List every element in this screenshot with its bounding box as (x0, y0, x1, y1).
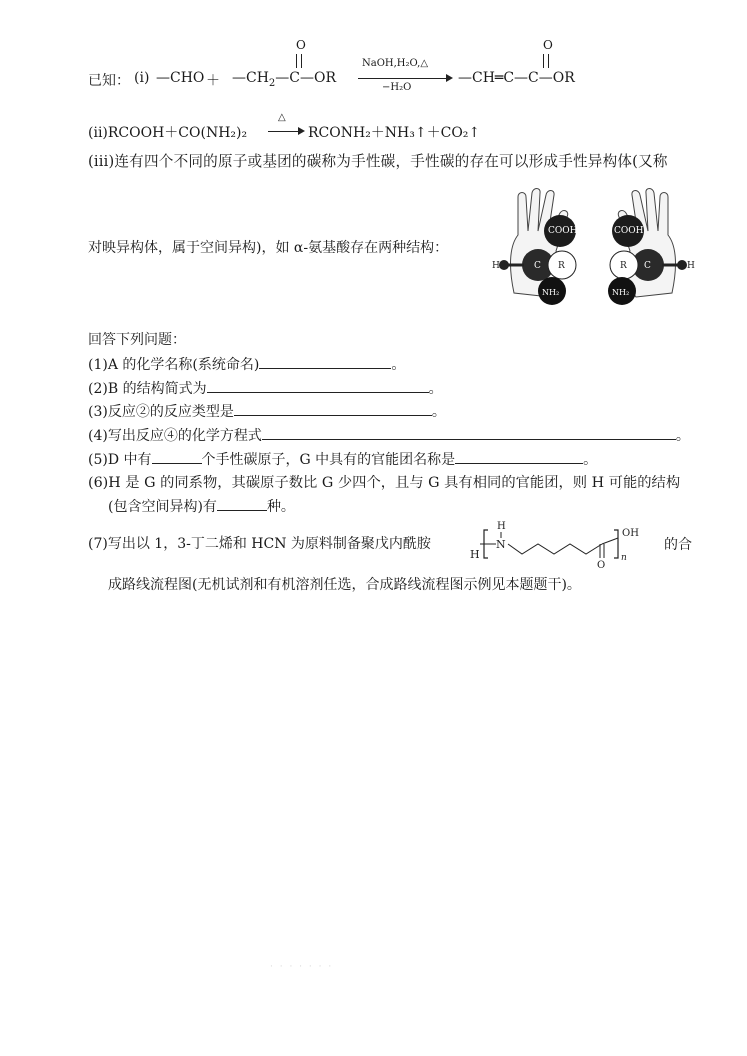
known-ii-arrow (268, 131, 300, 132)
question-7-line2: 成路线流程图(无机试剂和有机溶剂任选，合成路线流程图示例见本题题干)。 (108, 577, 581, 593)
ester-carbonyl-bond (296, 54, 302, 68)
polylactam-structure (470, 514, 648, 570)
left-cooh-label: COOH (548, 226, 578, 236)
known-i-product: —CH═C—C—OR (458, 70, 575, 86)
known-i-plus: ＋ (206, 73, 220, 89)
questions-intro: 回答下列问题： (88, 332, 186, 348)
q2-answer-blank[interactable] (207, 378, 429, 393)
q3-answer-blank[interactable] (234, 401, 432, 416)
footer-scan-mark: · · · · · · · (270, 962, 334, 972)
q5-group-blank[interactable] (455, 449, 583, 464)
q2-end: 。 (428, 381, 443, 397)
right-nh2-label: NH₂ (612, 288, 630, 297)
known-i-index: (i) (134, 70, 150, 86)
known-ii-heat: △ (278, 112, 286, 123)
q4-end: 。 (675, 428, 690, 444)
left-c-label: C (534, 261, 541, 271)
q5-text: (5)D 中有 (88, 452, 152, 468)
ester-tail: —C—OR (275, 70, 337, 86)
known-i-conditions-bottom: −H₂O (382, 82, 412, 93)
question-6-line2 (108, 496, 295, 517)
q1-text: (1)A 的化学名称(系统命名) (88, 357, 260, 373)
left-r-label: R (558, 261, 565, 271)
question-1 (88, 354, 405, 375)
right-r-label: R (620, 261, 627, 271)
q2-text: (2)B 的结构简式为 (88, 381, 207, 397)
question-3 (88, 401, 446, 422)
polymer-h-end: H (470, 548, 480, 561)
q3-end: 。 (431, 404, 446, 420)
q6-end: 种。 (266, 499, 295, 515)
q1-answer-blank[interactable] (259, 354, 391, 369)
ch-text: —CH (232, 70, 269, 86)
q6-answer-blank[interactable] (217, 496, 267, 511)
polymer-o-atom: O (597, 560, 606, 570)
q5-end: 。 (583, 452, 598, 468)
known-ii-reactants: (ii)RCOOH＋CO(NH₂)₂ (88, 125, 248, 141)
q5-count-blank[interactable] (152, 449, 202, 464)
polymer-n-atom: N (496, 538, 506, 551)
question-5 (88, 449, 597, 470)
known-i-ester-ch2 (232, 70, 336, 89)
known-i-conditions-top: NaOH,H₂O,△ (362, 58, 429, 69)
ch2-sub: 2 (268, 77, 276, 89)
q4-text: (4)写出反应④的化学方程式 (88, 428, 262, 444)
question-6-line1: (6)H 是 G 的同系物，其碳原子数比 G 少四个，且与 G 具有相同的官能团，则 H 可能的结构 (88, 475, 681, 491)
left-h-label: H (492, 261, 500, 271)
polymer-n-index: n (621, 553, 627, 563)
known-i-arrow-head (446, 74, 453, 82)
question-2 (88, 378, 443, 399)
ester-carbonyl-o: O (296, 38, 306, 52)
known-label: 已知： (88, 73, 130, 89)
known-ii-products: RCONH₂＋NH₃↑＋CO₂↑ (308, 125, 481, 141)
q5-mid: 个手性碳原子，G 中具有的官能团名称是 (201, 452, 456, 468)
right-cooh-label: COOH (614, 226, 644, 236)
polymer-n-h: H (497, 521, 506, 532)
question-7-line1-text: (7)写出以 1，3-丁二烯和 HCN 为原料制备聚戊内酰胺 (88, 536, 431, 552)
right-h-label: H (687, 261, 695, 271)
chiral-hands-figure (490, 185, 696, 315)
known-ii-arrow-head (298, 127, 305, 135)
q4-answer-blank[interactable] (262, 425, 676, 440)
product-carbonyl-o: O (543, 38, 553, 52)
known-iii-line1: (iii)连有四个不同的原子或基团的碳称为手性碳，手性碳的存在可以形成手性异构体(又称 (88, 153, 668, 170)
left-nh2-label: NH₂ (542, 288, 560, 297)
q6-text: (包含空间异构)有 (108, 499, 217, 515)
q3-text: (3)反应②的反应类型是 (88, 404, 234, 420)
polymer-oh-end: OH (622, 528, 639, 539)
left-hand-model (499, 189, 576, 306)
known-i-aldehyde: —CHO (156, 70, 205, 86)
known-i-arrow (358, 78, 448, 79)
right-c-label: C (644, 261, 651, 271)
question-4 (88, 425, 690, 446)
question-7-line1-end: 的合 (664, 537, 692, 553)
known-iii-line2: 对映异构体，属于空间异构)，如 α-氨基酸存在两种结构： (88, 240, 449, 256)
product-carbonyl-bond (543, 54, 549, 68)
q1-end: 。 (391, 357, 406, 373)
